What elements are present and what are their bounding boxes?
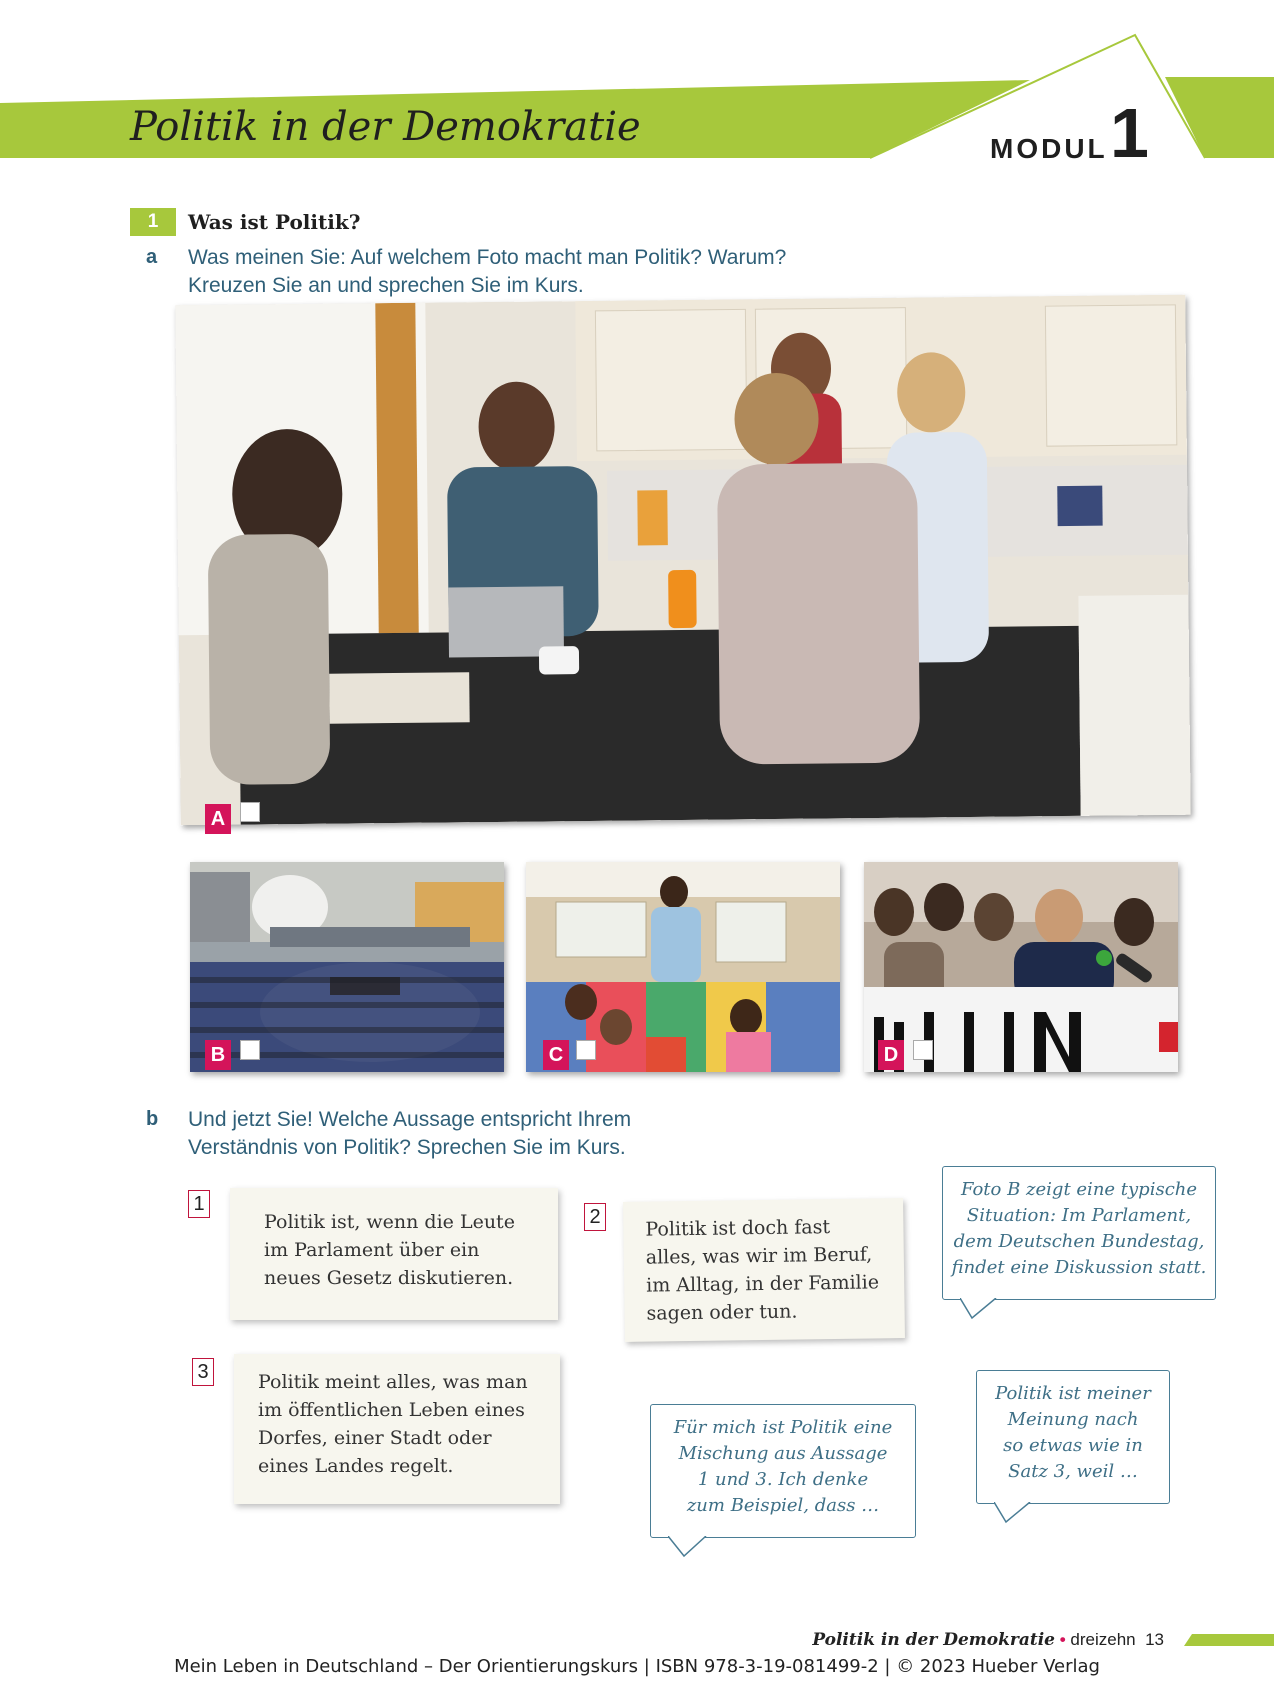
photo-d-checkbox[interactable] bbox=[913, 1040, 933, 1060]
footer-chapter-title: Politik in der Demokratie bbox=[812, 1630, 1055, 1650]
speech-bubble-2 bbox=[650, 1404, 916, 1538]
photo-b-label: B bbox=[205, 1040, 231, 1070]
speech-bubble-3-line: Satz 3, weil … bbox=[1008, 1461, 1138, 1482]
statement-1-number: 1 bbox=[188, 1190, 210, 1218]
page-footer bbox=[812, 1630, 1164, 1650]
part-b-instruction-line1: Und jetzt Sie! Welche Aussage entspricht Ihrem bbox=[188, 1108, 632, 1131]
statement-3-line: Politik meint alles, was man bbox=[258, 1371, 528, 1393]
statement-3-number: 3 bbox=[192, 1358, 214, 1386]
speech-bubble-3-line: Meinung nach bbox=[1007, 1409, 1139, 1430]
footer-page-number: 13 bbox=[1145, 1630, 1164, 1649]
part-a-instruction-line2: Kreuzen Sie an und sprechen Sie im Kurs. bbox=[188, 274, 584, 297]
photo-d-label: D bbox=[878, 1040, 904, 1070]
statement-3-line: im öffentlichen Leben eines bbox=[258, 1399, 525, 1421]
statement-3-line: eines Landes regelt. bbox=[258, 1455, 454, 1477]
statement-2-number: 2 bbox=[584, 1203, 606, 1231]
statement-1-line: neues Gesetz diskutieren. bbox=[264, 1267, 514, 1289]
modul-label: MODUL bbox=[990, 133, 1108, 164]
part-b-letter: b bbox=[146, 1108, 159, 1130]
part-a-letter: a bbox=[146, 246, 158, 268]
speech-bubble-3-line: so etwas wie in bbox=[1003, 1435, 1143, 1456]
bundestag-photo bbox=[190, 862, 504, 1072]
photo-a-checkbox[interactable] bbox=[240, 802, 260, 822]
statement-2-line: Politik ist doch fast bbox=[645, 1216, 831, 1241]
speech-bubble-3-tail bbox=[994, 1502, 1034, 1526]
page-title: Politik in der Demokratie bbox=[130, 104, 641, 150]
speech-bubble-2-line: Für mich ist Politik eine bbox=[673, 1417, 893, 1438]
photo-c-label: C bbox=[543, 1040, 569, 1070]
photo-d bbox=[864, 862, 1178, 1072]
photo-c-checkbox[interactable] bbox=[576, 1040, 596, 1060]
speech-bubble-3 bbox=[976, 1370, 1170, 1504]
exercise-number: 1 bbox=[130, 208, 176, 236]
statement-3-card bbox=[234, 1354, 560, 1504]
photo-b bbox=[190, 862, 504, 1072]
footer-accent-bar bbox=[1184, 1634, 1274, 1646]
footer-dot: • bbox=[1059, 1630, 1066, 1649]
speech-bubble-2-line: Mischung aus Aussage bbox=[678, 1443, 888, 1464]
statement-2-line: alles, was wir im Beruf, bbox=[645, 1243, 873, 1269]
footer-credit: Mein Leben in Deutschland – Der Orientierungskurs | ISBN 978-3-19-081499-2 | © 2023 Hueber Verlag bbox=[174, 1656, 1100, 1677]
statement-1-line: im Parlament über ein bbox=[264, 1239, 480, 1261]
demonstration-photo bbox=[864, 862, 1178, 1072]
statement-1-card bbox=[230, 1188, 558, 1320]
statement-3-line: Dorfes, einer Stadt oder bbox=[258, 1427, 492, 1449]
part-b-instruction-line2: Verständnis von Politik? Sprechen Sie im Kurs. bbox=[188, 1136, 626, 1159]
statement-2-line: im Alltag, in der Familie bbox=[646, 1271, 880, 1297]
photo-b-checkbox[interactable] bbox=[240, 1040, 260, 1060]
modul-number: 1 bbox=[1110, 94, 1149, 172]
exercise-title: Was ist Politik? bbox=[188, 210, 361, 234]
speech-bubble-2-line: 1 und 3. Ich denke bbox=[697, 1469, 869, 1490]
kitchen-discussion-photo bbox=[175, 295, 1190, 826]
speech-bubble-1-line: Situation: Im Parlament, bbox=[966, 1205, 1192, 1226]
speech-bubble-1 bbox=[942, 1166, 1216, 1300]
photo-c bbox=[526, 862, 840, 1072]
statement-2-card bbox=[623, 1198, 905, 1342]
photo-a bbox=[175, 295, 1190, 826]
speech-bubble-2-line: zum Beispiel, dass … bbox=[686, 1495, 880, 1516]
footer-page-word: dreizehn bbox=[1070, 1630, 1136, 1649]
part-a-instruction-line1: Was meinen Sie: Auf welchem Foto macht man Politik? Warum? bbox=[188, 246, 787, 269]
classroom-photo bbox=[526, 862, 840, 1072]
speech-bubble-2-tail bbox=[668, 1536, 708, 1560]
speech-bubble-3-line: Politik ist meiner bbox=[995, 1383, 1151, 1404]
speech-bubble-1-line: Foto B zeigt eine typische bbox=[960, 1179, 1198, 1200]
statement-2-line: sagen oder tun. bbox=[646, 1300, 798, 1325]
speech-bubble-1-line: dem Deutschen Bundestag, bbox=[953, 1231, 1205, 1252]
photo-a-label: A bbox=[205, 804, 231, 834]
speech-bubble-1-tail bbox=[960, 1298, 1000, 1322]
speech-bubble-1-line: findet eine Diskussion statt. bbox=[951, 1257, 1207, 1278]
statement-1-line: Politik ist, wenn die Leute bbox=[264, 1211, 515, 1233]
